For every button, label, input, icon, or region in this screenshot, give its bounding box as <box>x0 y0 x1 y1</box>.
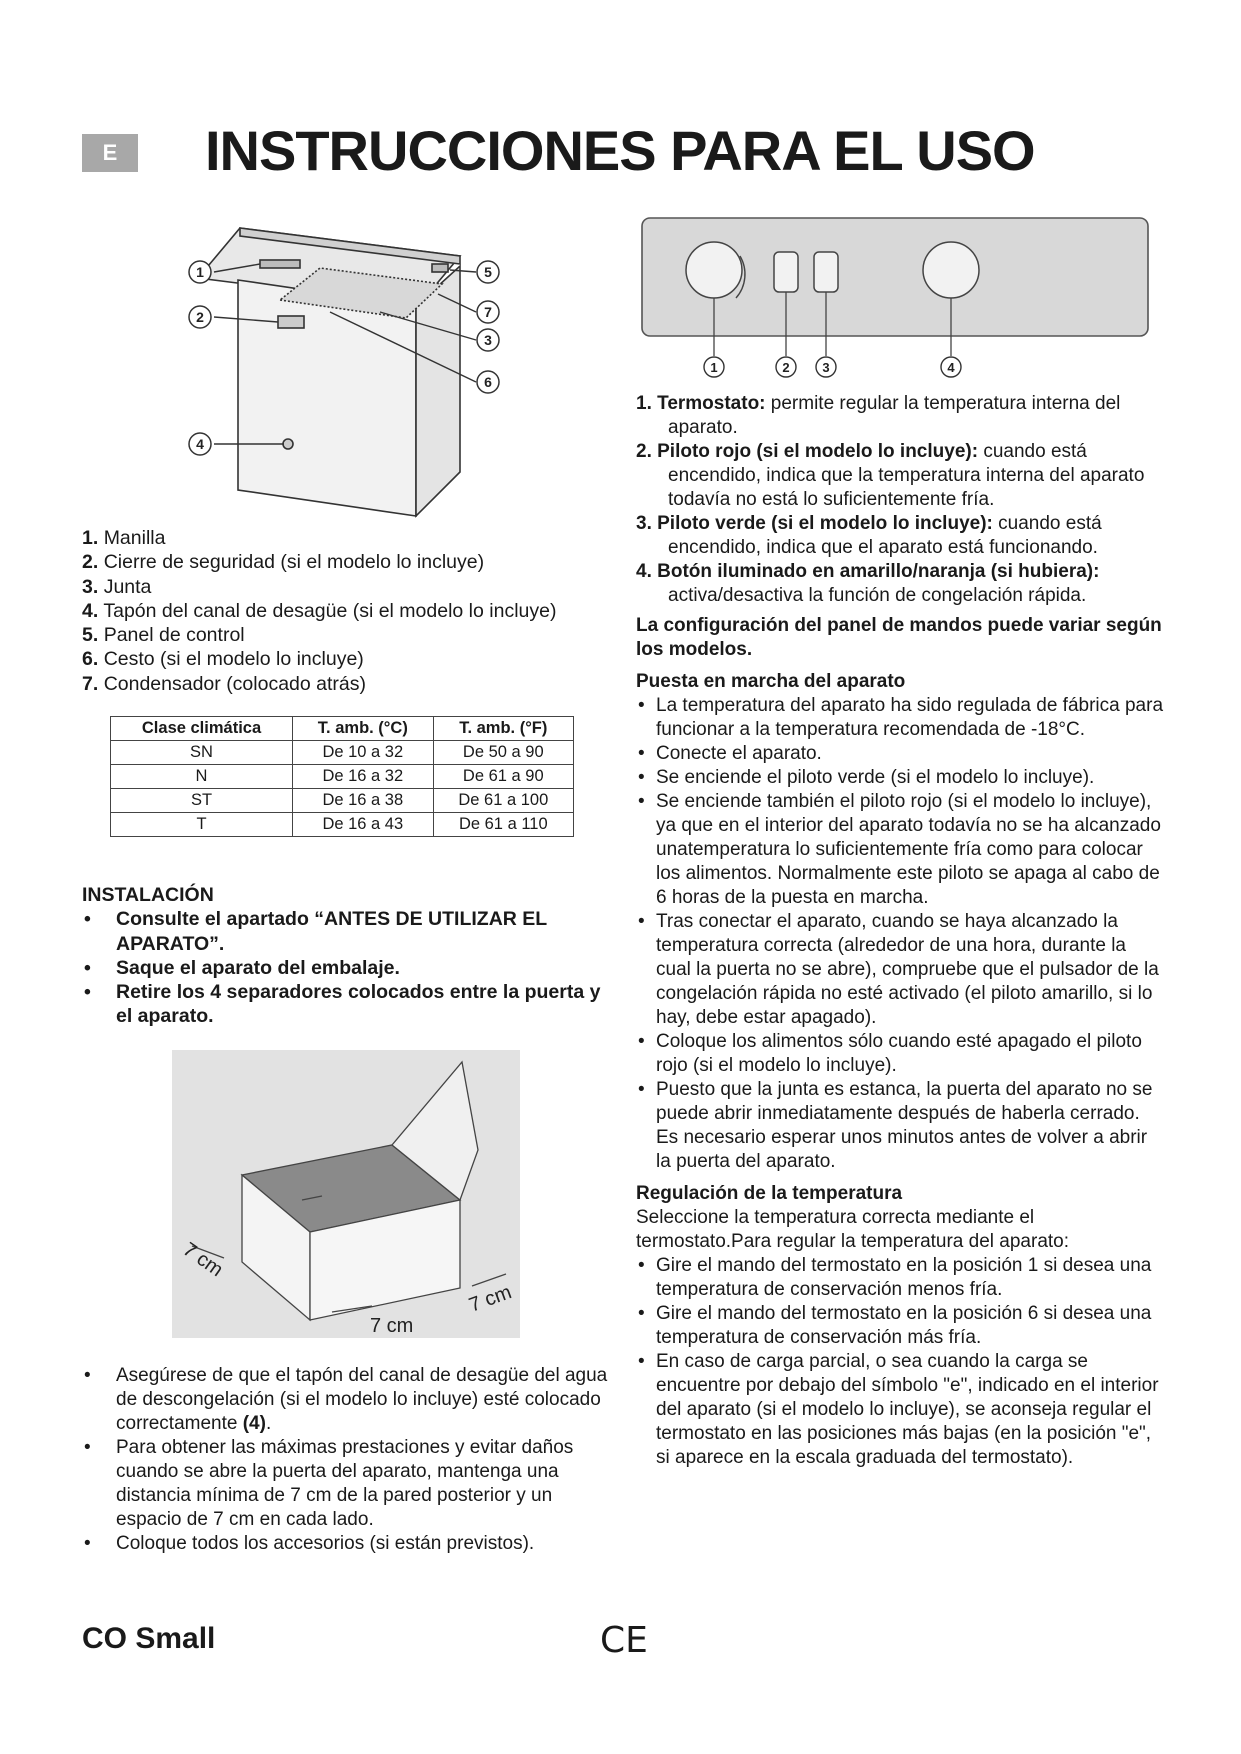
clearance-diagram <box>172 1050 520 1338</box>
list-item: • En caso de carga parcial, o sea cuando la carga se encuentre por debajo del símbolo "e", indicado en el interior del aparato (si el modelo lo incluye), se aconseja regular el termostato en las posiciones más bajas (en la posición "e", si aparece en la escala graduada del termostato). <box>636 1350 1166 1470</box>
list-item: 1. Manilla <box>82 527 166 549</box>
list-item: • Se enciende también el piloto rojo (si el modelo lo incluye), ya que en el interior del aparato todavía no se ha alcanzado unatemperatura lo suficientemente fría como para colocar los alimentos. Normalmente este piloto se apaga al cabo de 6 horas de la puesta en marcha. <box>636 790 1166 910</box>
list-item: • Se enciende el piloto verde (si el modelo lo incluye). <box>636 766 1166 790</box>
freezer-diagram <box>180 222 520 522</box>
list-item: • Coloque los alimentos sólo cuando esté apagado el piloto rojo (si el modelo lo incluye). <box>636 1030 1166 1078</box>
table-row <box>111 741 574 765</box>
svg-text:7: 7 <box>484 304 492 320</box>
control-panel-diagram <box>640 216 1152 386</box>
column-header: T. amb. (°F) <box>433 717 573 741</box>
temperature-heading: Regulación de la temperatura <box>636 1183 903 1204</box>
table-header-row <box>111 717 574 741</box>
list-item: 4. Botón iluminado en amarillo/naranja (si hubiera): activa/desactiva la función de congelación rápida. <box>636 561 1100 606</box>
list-item: • Saque el aparato del embalaje. <box>82 956 612 980</box>
list-item: 4. Tapón del canal de desagüe (si el modelo lo incluye) <box>82 599 557 622</box>
svg-text:3: 3 <box>822 360 830 375</box>
list-item: • Coloque todos los accesorios (si están previstos). <box>82 1532 612 1556</box>
list-item: 6. Cesto (si el modelo lo incluye) <box>82 648 364 671</box>
svg-text:3: 3 <box>484 332 492 348</box>
list-item: 3. Piloto verde (si el modelo lo incluye): cuando está encendido, indica que el aparato está funcionando. <box>636 513 1102 558</box>
callout-2 <box>189 306 211 328</box>
list-item: • Tras conectar el aparato, cuando se haya alcanzado la temperatura correcta (alrededor de una hora, durante la cual la puerta no se abre), compruebe que el pulsador de la congelación rápida no esté activado (el piloto amarillo, si lo hay, debe estar apagado). <box>636 910 1166 1030</box>
column-header: T. amb. (°C) <box>293 717 434 741</box>
table-cell: De 16 a 32 <box>293 765 434 789</box>
table-cell: N <box>111 765 293 789</box>
model-name: CO Small <box>82 1622 216 1655</box>
table-cell: De 50 a 90 <box>433 741 573 765</box>
list-item: • Retire los 4 separadores colocados entre la puerta y el aparato. <box>82 980 612 1029</box>
list-item: • La temperatura del aparato ha sido regulada de fábrica para funcionar a la temperatura recomendada de -18°C. <box>636 694 1166 742</box>
svg-text:4: 4 <box>947 360 955 375</box>
right-column <box>636 392 1166 1470</box>
table-cell: De 61 a 110 <box>433 813 573 837</box>
list-item: • Asegúrese de que el tapón del canal de desagüe del agua de descongelación (si el modelo lo incluye) esté colocado correctamente (4). <box>82 1364 612 1436</box>
panel-note: La configuración del panel de mandos puede variar según los modelos. <box>636 615 1162 660</box>
svg-text:1: 1 <box>710 360 718 375</box>
list-item: • Gire el mando del termostato en la posición 1 si desea una temperatura de conservación menos fría. <box>636 1254 1166 1302</box>
callout-7 <box>477 301 499 323</box>
list-item: • Puesto que la junta es estanca, la puerta del aparato no se puede abrir inmediatamente después de haberla cerrado. Es necesario esperar unos minutos antes de volver a abrir la puerta del aparato. <box>636 1078 1166 1174</box>
callout-2 <box>776 357 796 377</box>
list-item: 3. Junta <box>82 575 152 598</box>
callout-1 <box>704 357 724 377</box>
startup-heading: Puesta en marcha del aparato <box>636 671 906 692</box>
column-header: Clase climática <box>111 717 293 741</box>
table-cell: De 61 a 100 <box>433 789 573 813</box>
callout-4 <box>941 357 961 377</box>
table-row <box>111 813 574 837</box>
installation-heading: INSTALACIÓN <box>82 884 214 906</box>
clearance-label-front: 7 cm <box>370 1315 414 1337</box>
table-cell: T <box>111 813 293 837</box>
installation-section <box>82 883 612 1029</box>
svg-text:2: 2 <box>782 360 790 375</box>
list-item: • Consulte el apartado “ANTES DE UTILIZAR EL APARATO”. <box>82 907 612 956</box>
svg-text:2: 2 <box>196 309 204 325</box>
callout-3 <box>477 329 499 351</box>
table-cell: De 16 a 43 <box>293 813 434 837</box>
table-cell: De 10 a 32 <box>293 741 434 765</box>
svg-text:5: 5 <box>484 264 492 280</box>
callout-5 <box>477 261 499 283</box>
list-item: • Gire el mando del termostato en la posición 6 si desea una temperatura de conservación más fría. <box>636 1302 1166 1350</box>
callout-1 <box>189 261 211 283</box>
table-cell: De 61 a 90 <box>433 765 573 789</box>
climate-class-table <box>110 716 574 837</box>
callout-3 <box>816 357 836 377</box>
table-row <box>111 765 574 789</box>
language-badge: E <box>82 134 138 172</box>
list-item: 2. Cierre de seguridad (si el modelo lo incluye) <box>82 551 485 574</box>
ce-mark: CE <box>600 1620 648 1661</box>
list-item: 1. Termostato: permite regular la temperatura interna del aparato. <box>636 393 1121 438</box>
list-item: 5. Panel de control <box>82 624 245 647</box>
table-row <box>111 789 574 813</box>
svg-text:1: 1 <box>196 264 204 280</box>
callout-4 <box>189 433 211 455</box>
table-cell: ST <box>111 789 293 813</box>
temperature-intro: Seleccione la temperatura correcta mediante el termostato.Para regular la temperatura del aparato: <box>636 1207 1070 1252</box>
table-cell: De 16 a 38 <box>293 789 434 813</box>
page-title: INSTRUCCIONES PARA EL USO <box>205 119 1035 182</box>
list-item: • Para obtener las máximas prestaciones y evitar daños cuando se abre la puerta del aparato, mantenga una distancia mínima de 7 cm de la pared posterior y un espacio de 7 cm en cada lado. <box>82 1436 612 1532</box>
installation-notes <box>82 1364 612 1556</box>
svg-text:6: 6 <box>484 374 492 390</box>
clearance-label-side: 7 cm <box>466 1281 515 1317</box>
callout-6 <box>477 371 499 393</box>
parts-list <box>82 526 602 696</box>
svg-text:4: 4 <box>196 436 204 452</box>
table-cell: SN <box>111 741 293 765</box>
list-item: 7. Condensador (colocado atrás) <box>82 672 367 695</box>
list-item: 2. Piloto rojo (si el modelo lo incluye): cuando está encendido, indica que la temperatura interna del aparato todavía no está lo suficientemente fría. <box>636 441 1145 510</box>
clearance-label-back: 7 cm <box>178 1238 227 1282</box>
list-item: • Conecte el aparato. <box>636 742 1166 766</box>
